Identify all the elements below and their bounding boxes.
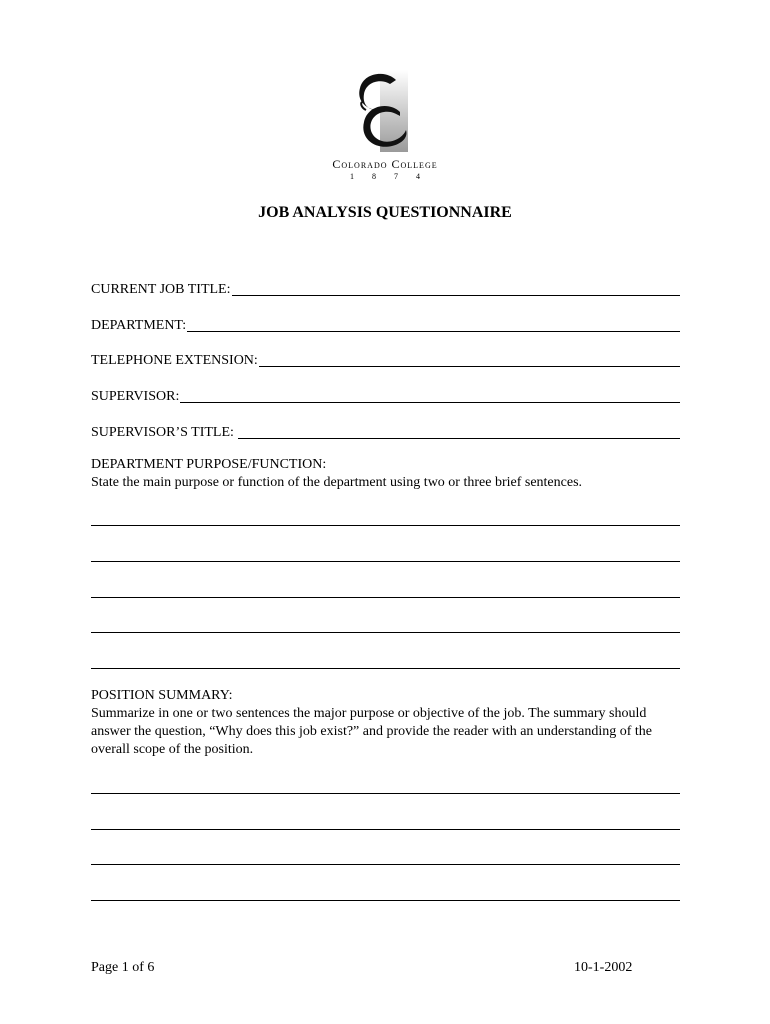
- answer-line[interactable]: [91, 829, 680, 830]
- telephone-extension-field[interactable]: [91, 349, 680, 369]
- section-instruction: Summarize in one or two sentences the major purpose or objective of the job. The summary should answer the question, “Why does this job exist?” and provide the reader with an understanding of the overall scope of the position.: [91, 706, 653, 757]
- department-field[interactable]: [91, 314, 680, 334]
- answer-line[interactable]: [91, 525, 680, 526]
- college-logo: [350, 66, 420, 156]
- institution-name: Colorado College: [332, 157, 438, 171]
- section-heading: POSITION SUMMARY:: [91, 688, 233, 703]
- department-purpose-section: [91, 456, 691, 492]
- answer-line[interactable]: [91, 597, 680, 598]
- founding-year: 1 8 7 4: [350, 172, 428, 181]
- answer-line[interactable]: [91, 668, 680, 669]
- fill-line: [238, 437, 680, 439]
- section-instruction: State the main purpose or function of the department using two or three brief sentences.: [91, 475, 583, 490]
- cc-monogram-logo-icon: [350, 66, 420, 156]
- answer-line[interactable]: [91, 632, 680, 633]
- current-job-title-field[interactable]: [91, 278, 680, 298]
- revision-date: 10-1-2002: [574, 960, 633, 975]
- field-label: TELEPHONE EXTENSION:: [91, 353, 258, 368]
- supervisors-title-field[interactable]: [91, 421, 680, 441]
- field-label: SUPERVISOR’S TITLE:: [91, 425, 238, 440]
- section-heading: DEPARTMENT PURPOSE/FUNCTION:: [91, 457, 327, 472]
- supervisor-field[interactable]: [91, 385, 680, 405]
- field-label: CURRENT JOB TITLE:: [91, 282, 231, 297]
- answer-line[interactable]: [91, 864, 680, 865]
- fill-line: [187, 330, 680, 332]
- page-number: Page 1 of 6: [91, 960, 155, 975]
- answer-line[interactable]: [91, 793, 680, 794]
- fill-line: [232, 294, 681, 296]
- fill-line: [180, 401, 680, 403]
- field-label: DEPARTMENT:: [91, 318, 187, 333]
- answer-line[interactable]: [91, 561, 680, 562]
- page-title: JOB ANALYSIS QUESTIONNAIRE: [258, 204, 512, 221]
- position-summary-section: [91, 687, 661, 759]
- field-label: SUPERVISOR:: [91, 389, 180, 404]
- answer-line[interactable]: [91, 900, 680, 901]
- fill-line: [259, 365, 680, 367]
